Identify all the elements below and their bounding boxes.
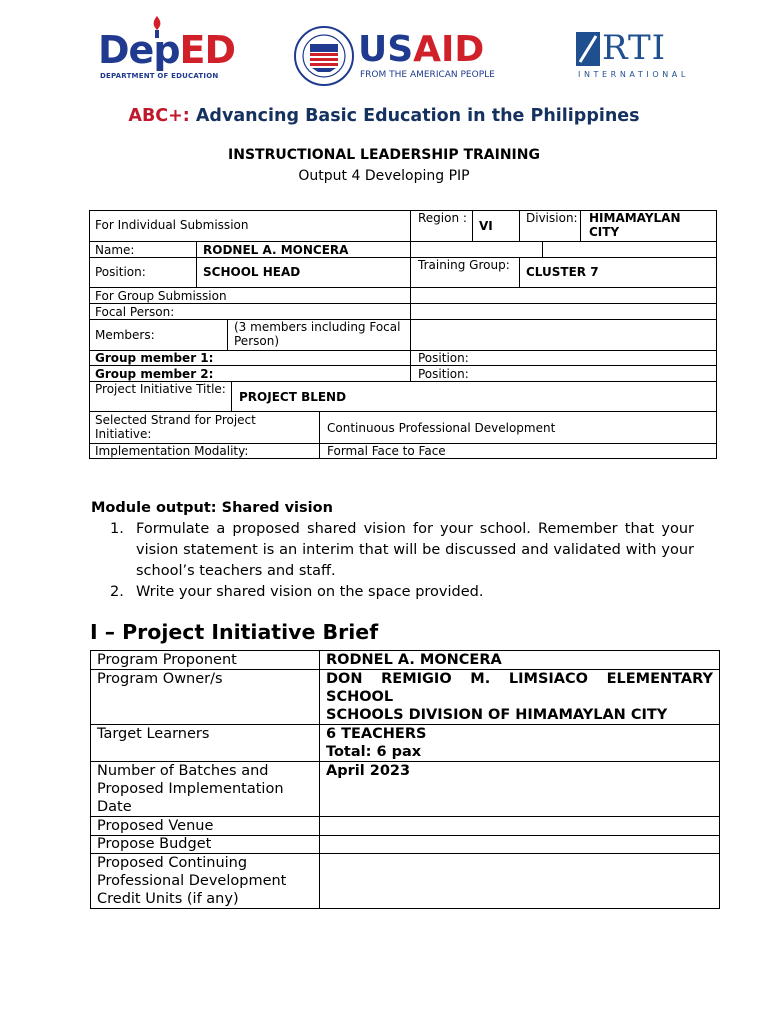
brief-row-label: Proposed Continuing Professional Development Credit Units (if any) [97, 855, 287, 907]
division-value: HIMAMAYLAN CITY [589, 211, 681, 239]
project-title-value: PROJECT BLEND [239, 390, 347, 404]
module-heading: Module output: Shared vision [91, 500, 333, 516]
rti-logo [576, 30, 688, 82]
usaid-logo-aid: AID [413, 29, 485, 70]
group-submission-label: For Group Submission [95, 289, 227, 303]
usaid-logo-sub: FROM THE AMERICAN PEOPLE [360, 70, 495, 80]
group-member-2-position: Position: [418, 367, 469, 381]
page-title-abc: ABC+: [128, 106, 190, 126]
section-heading: I – Project Initiative Brief [90, 620, 379, 644]
modality-value: Formal Face to Face [327, 444, 446, 458]
individual-submission-label: For Individual Submission [95, 218, 249, 232]
modality-label: Implementation Modality: [95, 444, 249, 458]
group-member-1-position: Position: [418, 351, 469, 365]
list-item-text: Formulate a proposed shared vision for your school. Remember that your vision statement is an interim that will be discussed and validated with your school’s teachers and staff. [136, 521, 694, 579]
brief-row-value: April 2023 [326, 763, 411, 779]
brief-row-label: Number of Batches and Proposed Implementation Date [97, 763, 284, 815]
training-group-label: Training Group: [418, 258, 510, 272]
deped-logo-sub: DEPARTMENT OF EDUCATION [100, 72, 219, 80]
deped-logo-ed: ED [179, 28, 236, 72]
brief-row-value: RODNEL A. MONCERA [326, 652, 502, 668]
members-label: Members: [95, 328, 155, 342]
brief-row-label: Program Owner/s [97, 671, 223, 687]
usaid-logo-us: US [358, 29, 414, 70]
brief-row-label: Target Learners [97, 726, 210, 742]
group-member-2-label: Group member 2: [95, 367, 214, 381]
usaid-logo [294, 24, 499, 88]
name-label: Name: [95, 243, 135, 257]
position-label: Position: [95, 265, 146, 279]
brief-row-label: Propose Budget [97, 836, 212, 852]
brief-row-value-2: SCHOOLS DIVISION OF HIMAMAYLAN CITY [326, 707, 668, 723]
focal-person-label: Focal Person: [95, 305, 175, 319]
region-label: Region : [418, 211, 467, 225]
output-title: Output 4 Developing PIP [298, 168, 470, 184]
brief-row-value-2: Total: 6 pax [326, 744, 422, 760]
strand-value: Continuous Professional Development [327, 421, 556, 435]
page-title-rest: Advancing Basic Education in the Philippines [195, 106, 640, 126]
position-value: SCHOOL HEAD [203, 265, 301, 279]
rti-mark-icon [576, 32, 600, 66]
list-item-number: 1. [110, 521, 124, 537]
group-member-1-label: Group member 1: [95, 351, 214, 365]
region-value: VI [479, 219, 493, 233]
training-title: INSTRUCTIONAL LEADERSHIP TRAINING [228, 147, 540, 163]
project-title-label: Project Initiative Title: [95, 382, 226, 396]
list-item-text: Write your shared vision on the space provided. [136, 584, 484, 600]
deped-logo [98, 22, 236, 86]
brief-row-label: Program Proponent [97, 652, 237, 668]
page-title [0, 106, 768, 126]
brief-row-label: Proposed Venue [97, 818, 214, 834]
division-label: Division: [526, 211, 578, 225]
list-item-number: 2. [110, 584, 124, 600]
name-value: RODNEL A. MONCERA [203, 243, 349, 257]
brief-row-value: DON REMIGIO M. LIMSIACO ELEMENTARY SCHOOL [326, 671, 713, 705]
training-group-value: CLUSTER 7 [526, 265, 599, 279]
usaid-seal-icon [294, 26, 354, 86]
rti-logo-sub: INTERNATIONAL [578, 70, 689, 79]
rti-logo-word: RTI [602, 28, 667, 68]
deped-logo-dep: Dep [98, 28, 180, 72]
brief-row-value: 6 TEACHERS [326, 726, 427, 742]
members-note: (3 members including Focal Person) [234, 320, 401, 348]
strand-label: Selected Strand for Project Initiative: [95, 413, 256, 441]
